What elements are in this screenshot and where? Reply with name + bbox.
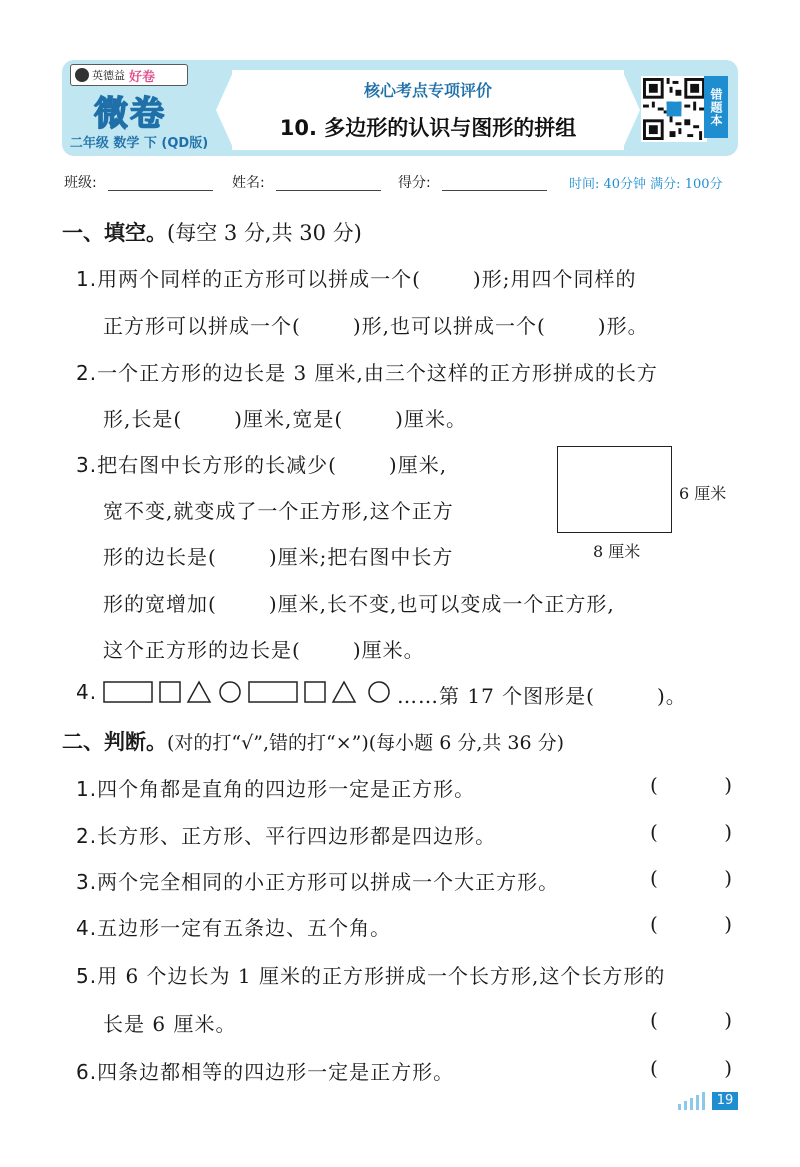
section-1-heading: [62, 217, 362, 247]
judge-answer-4[interactable]: ( ): [650, 912, 732, 936]
question-3-line-4: 形的宽增加( )厘米,长不变,也可以变成一个正方形,: [103, 592, 615, 616]
section-2-heading: [62, 726, 564, 756]
question-3-line-5: 这个正方形的边长是( )厘米。: [103, 638, 425, 662]
judge-item-5: 5.用 6 个边长为 1 厘米的正方形拼成一个长方形,这个长方形的: [76, 964, 666, 988]
circle-shape: [220, 682, 240, 702]
question-4-number: 4.: [76, 680, 98, 704]
time-limit: 时间: 40分钟 满分: 100分: [569, 177, 723, 192]
qr-code-icon[interactable]: [641, 76, 707, 142]
long-rectangle-shape: [104, 682, 152, 702]
section-1-title: 一、填空。: [62, 221, 167, 245]
square-shape: [305, 682, 325, 702]
brand-tag: [70, 64, 188, 86]
brand-highlight: 好卷: [129, 69, 156, 85]
judge-answer-2[interactable]: ( ): [650, 820, 732, 844]
question-3-line-1: 3.把右图中长方形的长减少( )厘米,: [76, 453, 448, 477]
mistake-book-badge[interactable]: 错题本: [704, 76, 728, 138]
judge-item-2: 2.长方形、正方形、平行四边形都是四边形。: [76, 824, 497, 848]
score-label: 得分:: [398, 175, 431, 191]
figure-length-label: 8 厘米: [593, 542, 641, 561]
page-number: 19: [712, 1092, 738, 1110]
title-chevron-right: [622, 70, 640, 150]
judge-item-5-cont: 长是 6 厘米。: [103, 1012, 237, 1036]
judge-item-3: 3.两个完全相同的小正方形可以拼成一个大正方形。: [76, 870, 560, 894]
question-2-line-2: 形,长是( )厘米,宽是( )厘米。: [103, 407, 467, 431]
class-label: 班级:: [64, 175, 97, 191]
brand-name: 英德益: [92, 69, 125, 82]
circle-shape: [369, 682, 389, 702]
section-2-note: (对的打“√”,错的打“×”)(每小题 6 分,共 36 分): [167, 732, 565, 754]
section-2-title: 二、判断。: [62, 730, 167, 754]
subtitle: 核心考点专项评价: [363, 81, 492, 100]
question-1-line-1: 1.用两个同样的正方形可以拼成一个( )形;用四个同样的: [76, 267, 637, 291]
judge-item-4: 4.五边形一定有五条边、五个角。: [76, 916, 392, 940]
judge-item-6: 6.四条边都相等的四边形一定是正方形。: [76, 1060, 455, 1084]
rectangle-figure: [557, 446, 672, 533]
series-title: 微卷: [94, 94, 166, 134]
section-1-note: (每空 3 分,共 30 分): [167, 221, 362, 245]
figure-width-label: 6 厘米: [679, 484, 727, 503]
grade-label: 二年级 数学 下 (QD版): [69, 136, 209, 151]
question-3-line-3: 形的边长是( )厘米;把右图中长方: [103, 545, 454, 569]
question-2-line-1: 2.一个正方形的边长是 3 厘米,由三个这样的正方形拼成的长方: [76, 361, 658, 385]
square-shape: [160, 682, 180, 702]
shape-pattern: [103, 680, 395, 704]
name-field[interactable]: [276, 190, 381, 191]
judge-answer-5[interactable]: ( ): [650, 1008, 732, 1032]
question-3-line-2: 宽不变,就变成了一个正方形,这个正方: [103, 499, 454, 523]
page-title: 10. 多边形的认识与图形的拼组: [279, 116, 577, 140]
triangle-shape: [333, 682, 355, 702]
long-rectangle-shape: [249, 682, 297, 702]
class-field[interactable]: [108, 190, 213, 191]
page-bars-icon: [676, 1092, 710, 1110]
question-4-text: ……第 17 个图形是( )。: [397, 684, 687, 708]
question-1-line-2: 正方形可以拼成一个( )形,也可以拼成一个( )形。: [103, 314, 649, 338]
judge-answer-6[interactable]: ( ): [650, 1056, 732, 1080]
judge-answer-1[interactable]: ( ): [650, 773, 732, 797]
triangle-shape: [188, 682, 210, 702]
name-label: 姓名:: [232, 175, 265, 191]
brand-logo-icon: [75, 68, 89, 82]
judge-answer-3[interactable]: ( ): [650, 866, 732, 890]
score-field[interactable]: [442, 190, 547, 191]
judge-item-1: 1.四个角都是直角的四边形一定是正方形。: [76, 777, 476, 801]
